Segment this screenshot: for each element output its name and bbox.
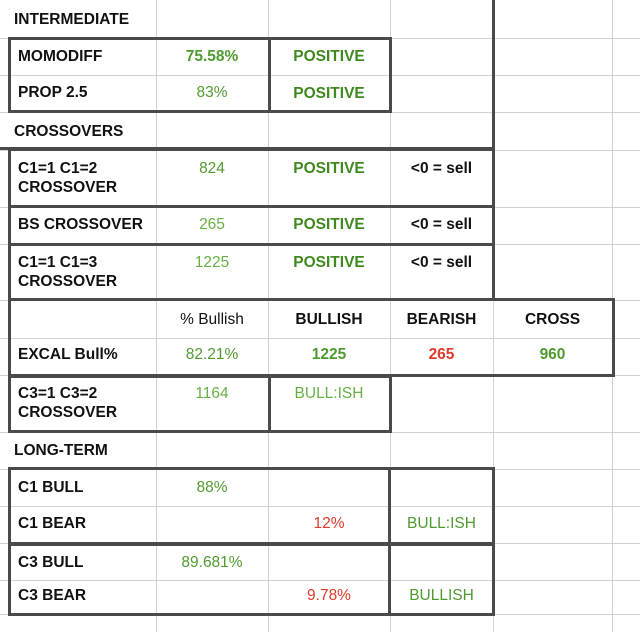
value-c3-bull[interactable]: 89.681% xyxy=(181,554,243,571)
row-label-c1-c3-crossover[interactable] xyxy=(8,253,156,291)
row-divider xyxy=(0,543,640,544)
value-c1-c3-crossover[interactable]: 1225 xyxy=(194,254,230,271)
value-excal-cross[interactable]: 960 xyxy=(539,346,566,363)
value-c3-crossover[interactable]: 1164 xyxy=(195,385,229,402)
value-c1-bull[interactable]: 88% xyxy=(196,479,228,496)
header-cross[interactable]: CROSS xyxy=(524,311,581,328)
signal-c3-crossover[interactable]: BULL:ISH xyxy=(294,385,364,402)
header-bullish[interactable]: BULLISH xyxy=(295,311,363,328)
row-divider xyxy=(0,150,640,151)
label-line2: CROSSOVER xyxy=(18,179,118,196)
value-c1-bear[interactable]: 12% xyxy=(313,515,345,532)
value-excal-pct[interactable]: 82.21% xyxy=(185,346,239,363)
value-c1-c2-crossover[interactable]: 824 xyxy=(199,160,225,177)
row-divider xyxy=(0,432,640,433)
note-bs-crossover[interactable]: <0 = sell xyxy=(410,216,473,233)
row-divider xyxy=(0,469,640,470)
label-line1: C3=1 C3=2 xyxy=(18,385,98,402)
row-divider xyxy=(0,75,640,76)
row-divider xyxy=(0,506,640,507)
value-momodiff[interactable]: 75.58% xyxy=(185,48,239,65)
row-label-c3-bear[interactable]: C3 BEAR xyxy=(18,587,87,604)
row-divider xyxy=(0,207,640,208)
signal-c3-bear[interactable]: BULLISH xyxy=(409,587,474,604)
row-label-momodiff[interactable]: MOMODIFF xyxy=(18,48,103,65)
section-title-intermediate[interactable]: INTERMEDIATE xyxy=(14,11,130,28)
signal-bs-crossover[interactable]: POSITIVE xyxy=(293,216,365,233)
row-divider xyxy=(0,614,640,615)
header-bearish[interactable]: BEARISH xyxy=(406,311,477,328)
row-divider xyxy=(0,38,640,39)
value-excal-bearish[interactable]: 265 xyxy=(428,346,455,363)
signal-c1-bear[interactable]: BULL:ISH xyxy=(407,515,476,532)
column-divider xyxy=(612,0,613,632)
row-label-bs-crossover[interactable]: BS CROSSOVER xyxy=(18,216,143,233)
row-divider xyxy=(0,300,640,301)
value-prop[interactable]: 83% xyxy=(196,84,228,101)
row-label-c1-c2-crossover[interactable] xyxy=(8,159,156,197)
signal-c1-c2-crossover[interactable]: POSITIVE xyxy=(293,160,365,177)
value-excal-bullish[interactable]: 1225 xyxy=(311,346,347,363)
note-c1-c3-crossover[interactable]: <0 = sell xyxy=(410,254,473,271)
label-line2: CROSSOVER xyxy=(18,404,118,421)
header-pct-bullish[interactable]: % Bullish xyxy=(180,311,244,328)
value-c3-bear[interactable]: 9.78% xyxy=(307,587,351,604)
note-c1-c2-crossover[interactable]: <0 = sell xyxy=(410,160,473,177)
label-line2: CROSSOVER xyxy=(18,273,118,290)
signal-momodiff[interactable]: POSITIVE xyxy=(293,48,365,65)
row-divider xyxy=(0,580,640,581)
label-line1: C1=1 C1=2 xyxy=(18,160,98,177)
section-title-crossovers[interactable]: CROSSOVERS xyxy=(14,123,124,140)
row-divider xyxy=(0,338,640,339)
row-label-c3-bull[interactable]: C3 BULL xyxy=(18,554,84,571)
label-line1: C1=1 C1=3 xyxy=(18,254,98,271)
value-bs-crossover[interactable]: 265 xyxy=(199,216,225,233)
row-divider xyxy=(0,112,640,113)
row-divider xyxy=(0,375,640,376)
section-title-longterm[interactable]: LONG-TERM xyxy=(14,442,108,459)
signal-c1-c3-crossover[interactable]: POSITIVE xyxy=(293,254,365,271)
row-divider xyxy=(0,244,640,245)
row-label-c3-crossover[interactable] xyxy=(8,384,156,422)
row-label-c1-bull[interactable]: C1 BULL xyxy=(18,479,84,496)
row-label-prop[interactable]: PROP 2.5 xyxy=(18,84,88,101)
row-label-c1-bear[interactable]: C1 BEAR xyxy=(18,515,87,532)
signal-prop[interactable]: POSITIVE xyxy=(293,85,365,102)
row-label-excal[interactable]: EXCAL Bull% xyxy=(18,346,118,363)
